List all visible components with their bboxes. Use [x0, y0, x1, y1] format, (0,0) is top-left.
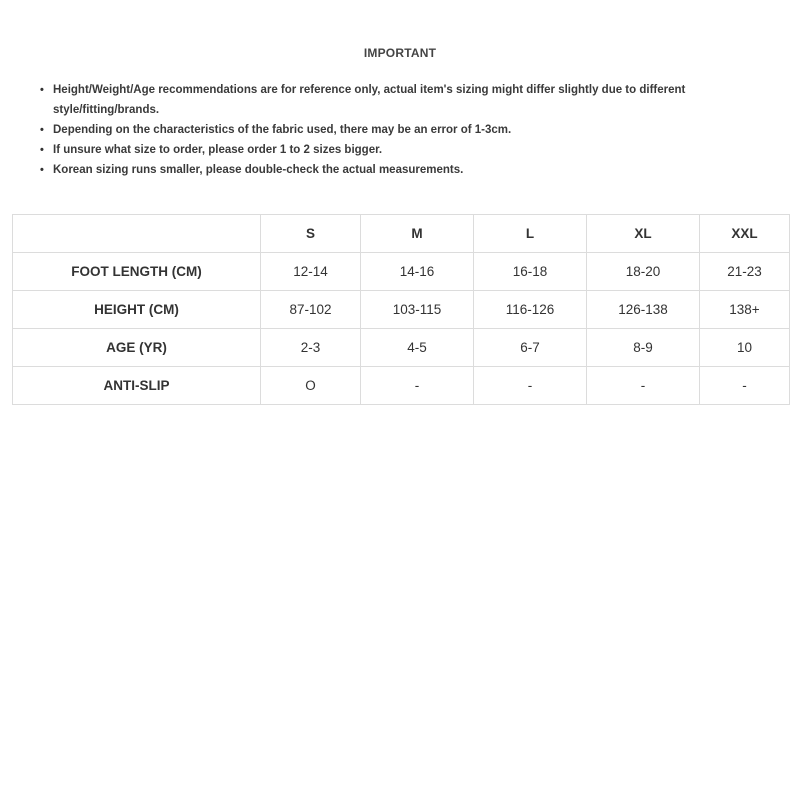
table-cell: 8-9	[587, 329, 700, 367]
table-cell: 16-18	[474, 253, 587, 291]
header-cell-size: M	[361, 215, 474, 253]
table-cell: 18-20	[587, 253, 700, 291]
header-cell-size: S	[261, 215, 361, 253]
table-cell: 21-23	[700, 253, 790, 291]
table-cell: 2-3	[261, 329, 361, 367]
bullet-icon: •	[40, 144, 44, 156]
row-label: HEIGHT (CM)	[13, 291, 261, 329]
table-cell: 10	[700, 329, 790, 367]
notice-list	[38, 80, 758, 180]
table-row	[13, 367, 790, 405]
notice-text: Korean sizing runs smaller, please double-check the actual measurements.	[53, 164, 464, 176]
table-cell: 6-7	[474, 329, 587, 367]
header-cell-size: XXL	[700, 215, 790, 253]
header-cell-size: XL	[587, 215, 700, 253]
notice-text: If unsure what size to order, please order 1 to 2 sizes bigger.	[53, 144, 383, 156]
notice-item	[38, 140, 758, 160]
table-cell: 103-115	[361, 291, 474, 329]
table-cell: -	[361, 367, 474, 405]
header-cell-empty	[13, 215, 261, 253]
bullet-icon: •	[40, 124, 44, 136]
bullet-icon: •	[40, 84, 44, 96]
table-row	[13, 253, 790, 291]
notice-item	[38, 120, 758, 140]
table-header-row	[13, 215, 790, 253]
row-label: AGE (YR)	[13, 329, 261, 367]
table-row	[13, 291, 790, 329]
notice-item	[38, 160, 758, 180]
row-label: ANTI-SLIP	[13, 367, 261, 405]
notice-item	[38, 80, 758, 120]
table-cell: O	[261, 367, 361, 405]
row-label: FOOT LENGTH (CM)	[13, 253, 261, 291]
header-cell-size: L	[474, 215, 587, 253]
table-cell: 4-5	[361, 329, 474, 367]
size-chart-table	[12, 214, 790, 405]
table-cell: 14-16	[361, 253, 474, 291]
table-cell: 138+	[700, 291, 790, 329]
table-cell: 87-102	[261, 291, 361, 329]
bullet-icon: •	[40, 164, 44, 176]
table-cell: -	[700, 367, 790, 405]
table-cell: -	[474, 367, 587, 405]
table-row	[13, 329, 790, 367]
notice-text: Depending on the characteristics of the fabric used, there may be an error of 1-3cm.	[53, 124, 512, 136]
table-cell: 126-138	[587, 291, 700, 329]
table-cell: 12-14	[261, 253, 361, 291]
table-cell: -	[587, 367, 700, 405]
table-cell: 116-126	[474, 291, 587, 329]
notice-text: Height/Weight/Age recommendations are for reference only, actual item's sizing might differ slightly due to different style/fitting/brands.	[53, 84, 686, 116]
notice-title: IMPORTANT	[363, 46, 437, 60]
